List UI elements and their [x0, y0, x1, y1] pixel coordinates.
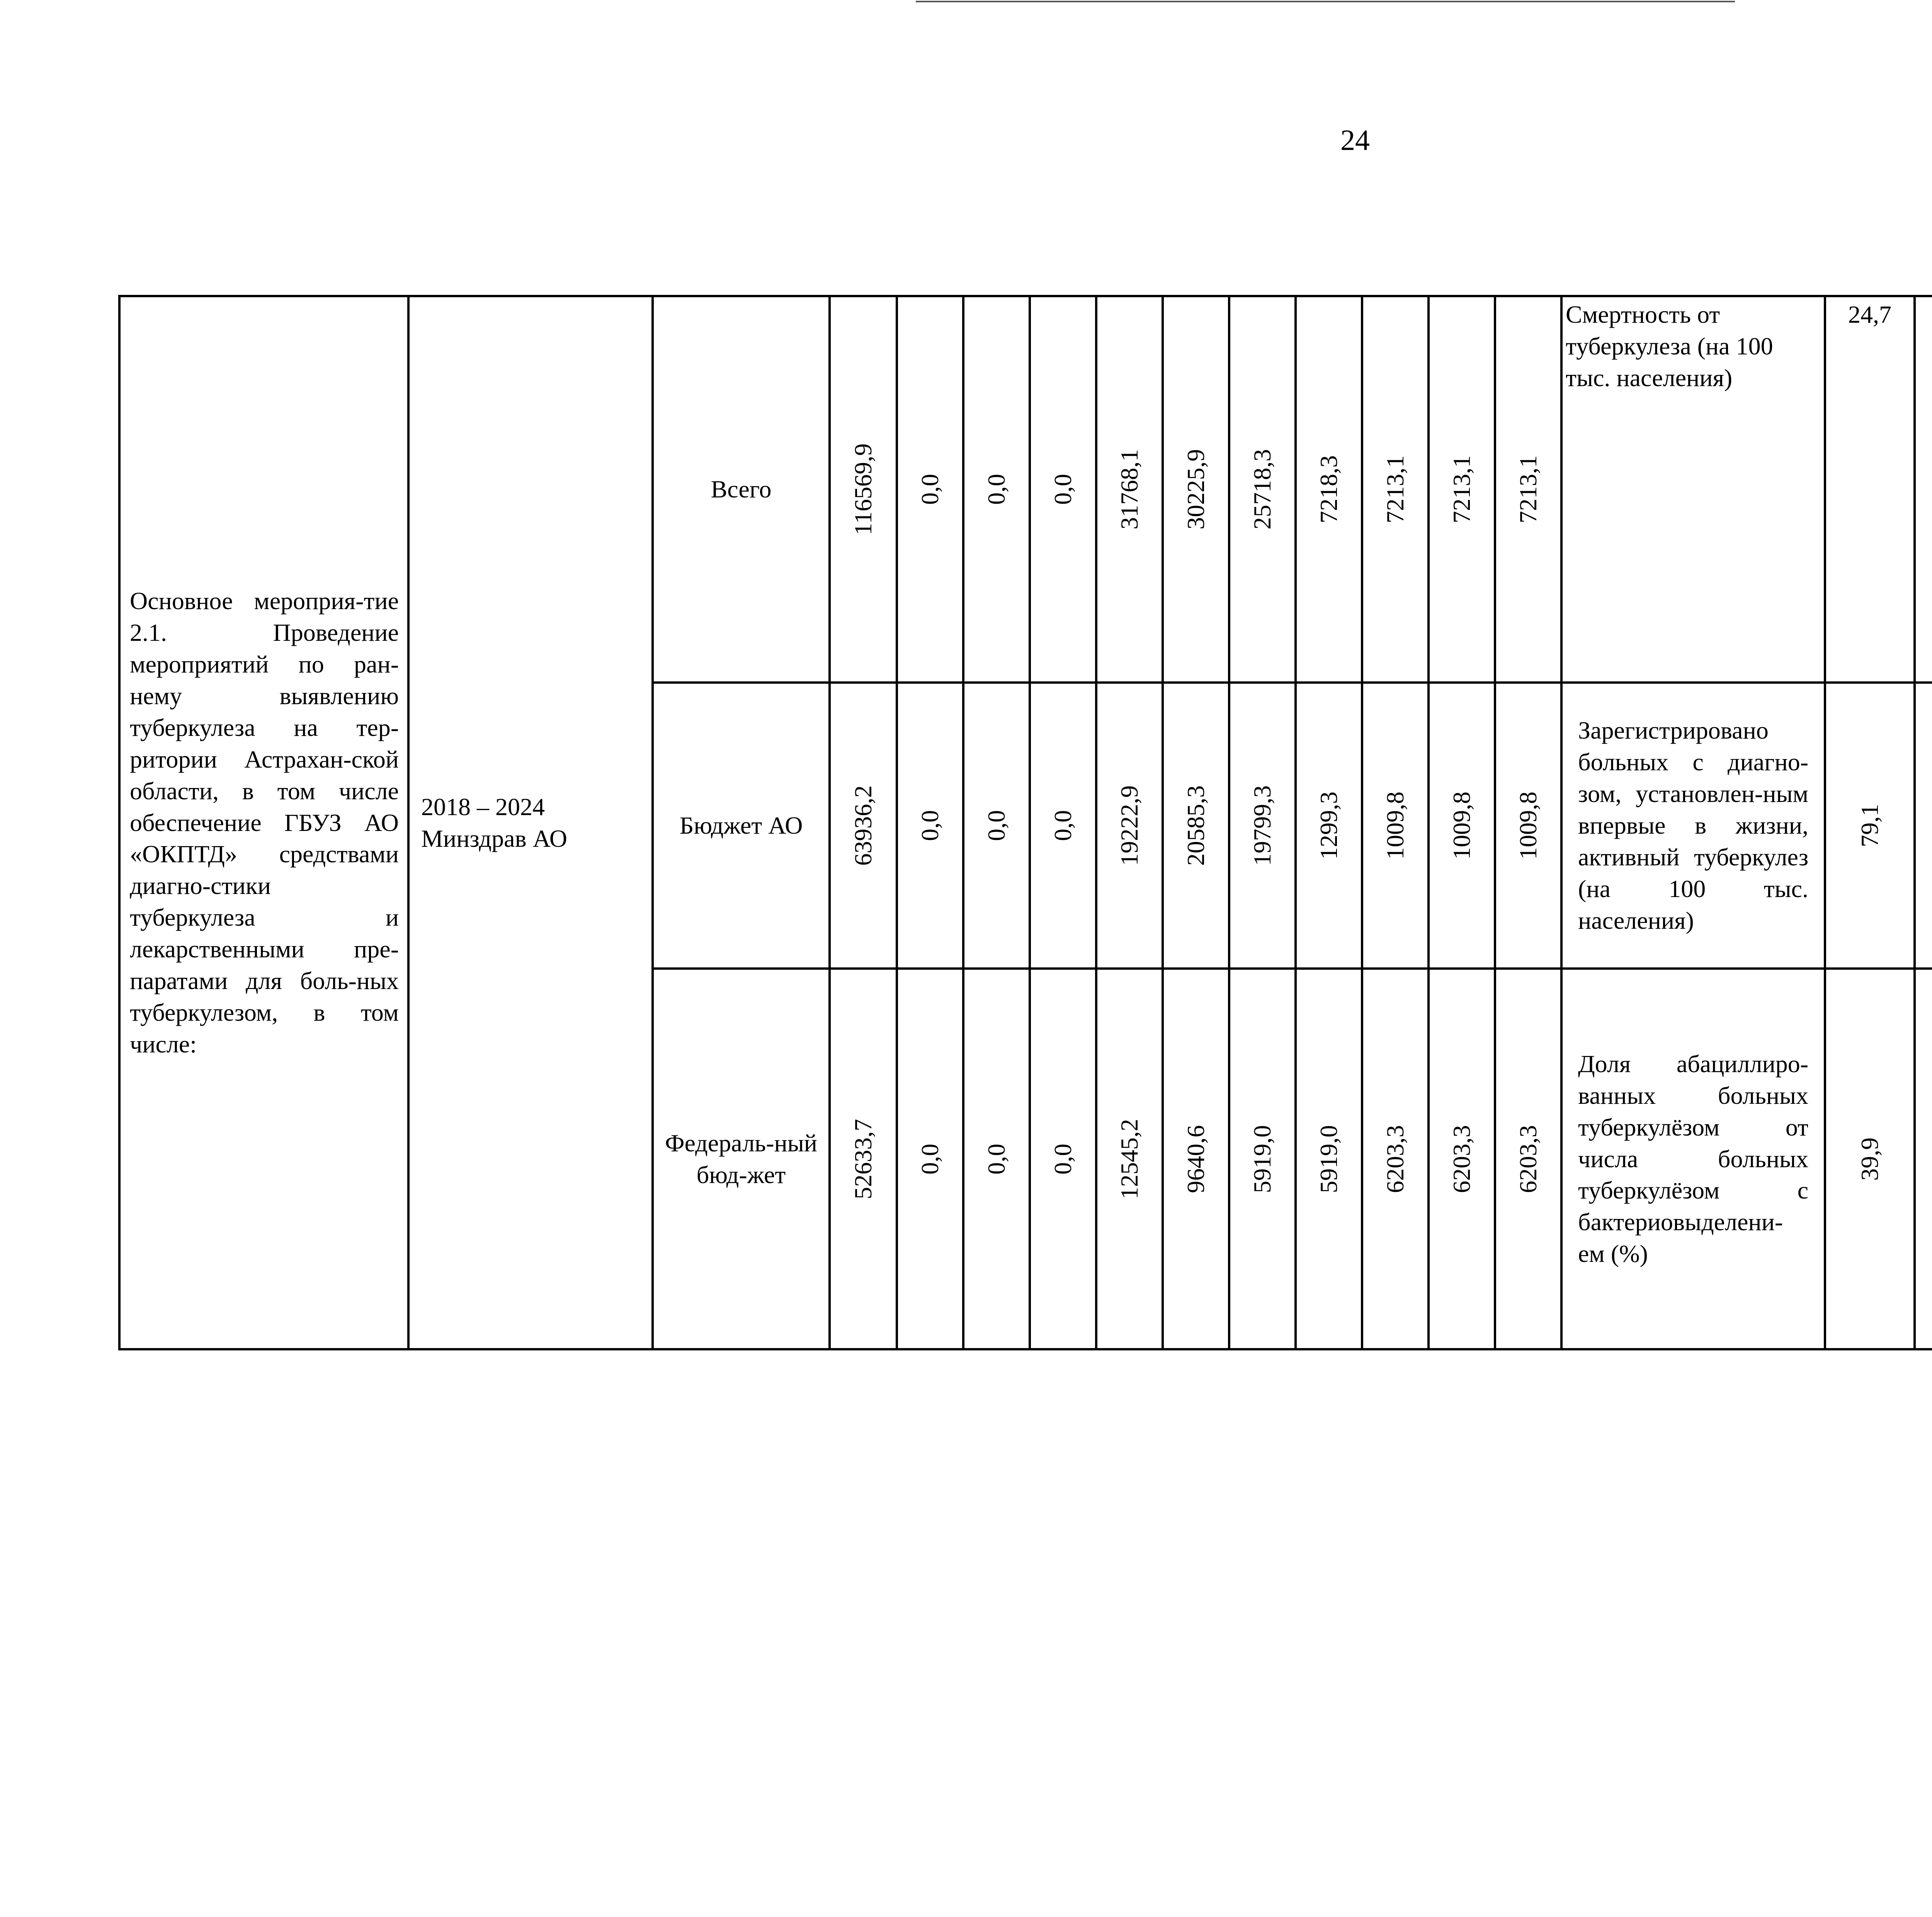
funding-source: Бюджет АО	[653, 683, 830, 969]
measure-description: Основное мероприя-тие 2.1. Проведение мероприятий по ран-нему выявлению туберкулеза на тер-ритории Астрахан-ской области, в том числе обеспечение ГБУЗ АО «ОКПТД» средствами диагно-стики туберкулеза и лекарственными пре-паратами для боль-ных туберкулезом, в том числе:	[119, 296, 408, 1349]
funding-value: 30225,9	[1163, 296, 1229, 683]
funding-source: Всего	[653, 296, 830, 683]
program-table	[118, 295, 1932, 1350]
funding-value: 6203,3	[1495, 969, 1561, 1349]
funding-value: 0,0	[897, 969, 963, 1349]
funding-value: 1299,3	[1296, 683, 1362, 969]
funding-value: 7213,1	[1429, 296, 1495, 683]
measure-period: 2018 – 2024	[421, 793, 545, 821]
funding-total: 63936,2	[830, 683, 897, 969]
indicator-value	[1915, 969, 1932, 1349]
funding-value: 20585,3	[1163, 683, 1229, 969]
funding-value: 31768,1	[1096, 296, 1163, 683]
funding-value: 0,0	[897, 296, 963, 683]
funding-value: 0,0	[963, 683, 1030, 969]
funding-value: 19222,9	[1096, 683, 1163, 969]
funding-value: 0,0	[963, 969, 1030, 1349]
funding-value: 5919,0	[1229, 969, 1296, 1349]
indicator-value: 39,9	[1825, 969, 1915, 1349]
funding-value: 7213,1	[1362, 296, 1429, 683]
indicator-value	[1915, 296, 1932, 683]
funding-value: 1009,8	[1429, 683, 1495, 969]
indicator-value: 24,7	[1825, 296, 1915, 683]
funding-value: 12545,2	[1096, 969, 1163, 1349]
funding-value: 1009,8	[1362, 683, 1429, 969]
top-rule	[916, 1, 1735, 2]
measure-executor: Минздрав АО	[421, 824, 567, 852]
funding-value: 25718,3	[1229, 296, 1296, 683]
indicator-value: 79,1	[1825, 683, 1915, 969]
funding-value: 0,0	[1030, 969, 1096, 1349]
funding-value: 6203,3	[1429, 969, 1495, 1349]
indicator-name: Смертность от туберкулеза (на 100 тыс. населения)	[1561, 296, 1825, 683]
funding-value: 7213,1	[1495, 296, 1561, 683]
indicator-value	[1915, 683, 1932, 969]
funding-value: 5919,0	[1296, 969, 1362, 1349]
indicator-name: Зарегистрировано больных с диагно-зом, установлен-ным впервые в жизни, активный туберкулез (на 100 тыс. населения)	[1561, 683, 1825, 969]
funding-value: 0,0	[1030, 296, 1096, 683]
funding-value: 19799,3	[1229, 683, 1296, 969]
funding-value: 0,0	[1030, 683, 1096, 969]
funding-value: 9640,6	[1163, 969, 1229, 1349]
funding-source: Федераль-ный бюд-жет	[653, 969, 830, 1349]
funding-value: 1009,8	[1495, 683, 1561, 969]
funding-value: 6203,3	[1362, 969, 1429, 1349]
funding-value: 0,0	[897, 683, 963, 969]
funding-value: 7218,3	[1296, 296, 1362, 683]
measure-period-executor	[408, 296, 653, 1349]
page-number: 24	[1340, 124, 1370, 157]
indicator-name: Доля абациллиро-ванных больных туберкулёзом от числа больных туберкулёзом с бактериовыделени-ем (%)	[1561, 969, 1825, 1349]
funding-value: 0,0	[963, 296, 1030, 683]
table-row	[119, 296, 1932, 683]
funding-total: 52633,7	[830, 969, 897, 1349]
funding-total: 116569,9	[830, 296, 897, 683]
